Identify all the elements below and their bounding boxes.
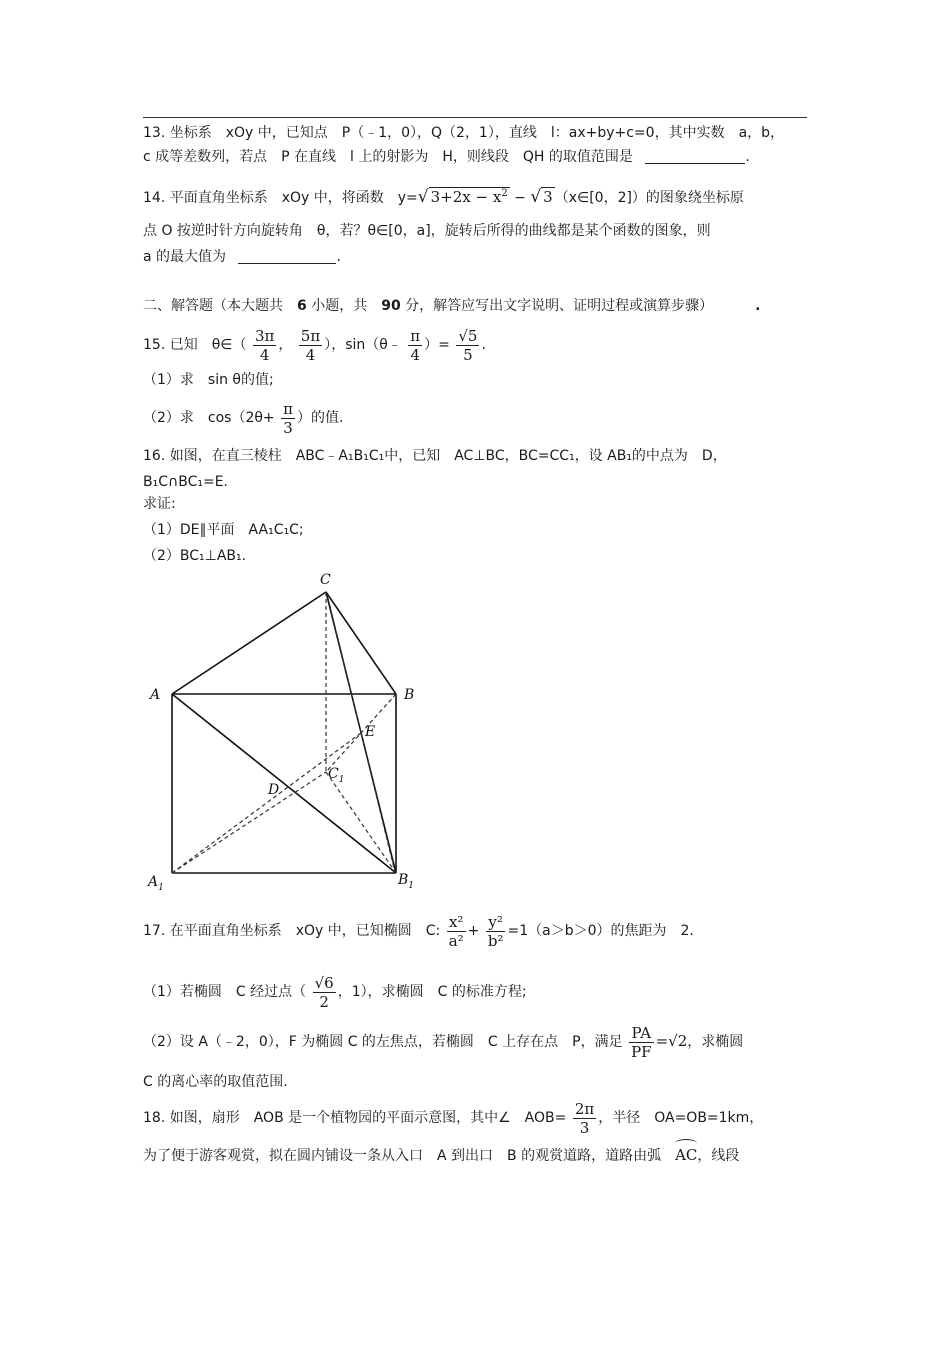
sqrt-sign-icon: √ xyxy=(417,187,429,207)
section-2-heading: 二、解答题（本大题共 6 小题，共 90 分，解答应写出文字说明、证明过程或演算步骤） . xyxy=(143,298,761,314)
label-b1: $B_1$ xyxy=(398,872,415,891)
q17-part-2: （2）设 A（﹣2，0），F 为椭圆 C 的左焦点，若椭圆 C 上存在点 P，满足 $\frac{PA}{PF}$ =√2，求椭圆 xyxy=(143,1023,744,1061)
label-c: C xyxy=(320,572,331,588)
q15-part-2: （2）求 cos（2θ+ $\frac{\pi}{3}$ ）的值. xyxy=(143,399,344,437)
label-b: B xyxy=(404,687,415,703)
q18-line-2: 为了便于游客观赏，拟在圆内铺设一条从入口 A 到出口 B 的观赏道路，道路由弧 AC，线段 xyxy=(143,1146,740,1164)
prism-figure xyxy=(140,568,430,898)
edge-c1-b1 xyxy=(326,772,396,873)
q16-part-1: （1）DE∥平面 AA₁C₁C; xyxy=(143,522,304,538)
q16-line-2: B₁C∩BC₁=E. xyxy=(143,474,229,490)
q13-line-2: c 成等差数列，若点 P 在直线 l 上的射影为 H，则线段 QH 的取值范围是 . xyxy=(143,149,750,165)
q16-part-2: （2）BC₁⊥AB₁. xyxy=(143,548,247,564)
q14-line-3: a 的最大值为 . xyxy=(143,249,341,265)
q14-line-1: 14. 平面直角坐标系 xOy 中，将函数 y=√ $3+2x - x^2$ − √ 3 （x∈[0，2]）的图象绕坐标原 xyxy=(143,187,744,207)
edge-c-b xyxy=(326,592,396,694)
q17-part-1: （1）若椭圆 C 经过点（ $\frac{√6}{2}$ ，1），求椭圆 C 的标准方程; xyxy=(143,973,527,1011)
q14-line-2: 点 O 按逆时针方向旋转角 θ，若？θ∈[0，a]，旋转后所得的曲线都是某个函数的图象，则 xyxy=(143,223,711,239)
q15-stem: 15. 已知 θ∈（ $\frac{3\pi}{4}$ ， $\frac{5\pi}{4}$ ），sin（θ﹣ $\frac{\pi}{4}$ ）= $\frac{√5}{5}$ . xyxy=(143,326,486,364)
edge-a1-e xyxy=(172,733,361,873)
edge-b-c1 xyxy=(326,694,396,772)
label-d: D xyxy=(268,782,280,798)
q16-line-3: 求证: xyxy=(143,496,176,512)
q13-line-1: 13. 坐标系 xOy 中，已知点 P（﹣1，0），Q（2，1），直线 l：ax+by+c=0，其中实数 a，b， xyxy=(143,125,785,141)
q16-line-1: 16. 如图，在直三棱柱 ABC﹣A₁B₁C₁中，已知 AC⊥BC，BC=CC₁，设 AB₁的中点为 D， xyxy=(143,448,727,464)
label-c1: $C_1$ xyxy=(328,766,345,785)
q15-part-1: （1）求 sin θ的值; xyxy=(143,372,274,388)
edge-a1-c1 xyxy=(172,772,326,873)
label-a1: $A_1$ xyxy=(148,874,164,893)
q13-answer-blank xyxy=(645,149,745,164)
q18-line-1: 18. 如图，扇形 AOB 是一个植物园的平面示意图，其中∠ AOB= $\frac{2\pi}{3}$ ，半径 OA=OB=1km， xyxy=(143,1099,764,1137)
sqrt-sign-icon: √ xyxy=(530,187,542,207)
q17-part-2-cont: C 的离心率的取值范围. xyxy=(143,1074,288,1090)
q14-answer-blank xyxy=(238,249,336,264)
top-rule xyxy=(143,117,807,118)
q17-stem: 17. 在平面直角坐标系 xOy 中，已知椭圆 C: $\frac{\text{x²}}{\text{a²}}$ + $\frac{\text{y²}}{\text{b²}}$ =1（a＞b＞0）的焦距为 2. xyxy=(143,912,694,950)
arc-ac: AC xyxy=(675,1146,698,1164)
edge-a-b1 xyxy=(172,694,396,873)
label-a: A xyxy=(150,687,161,703)
label-e: E xyxy=(365,724,376,740)
edge-a-c xyxy=(172,592,326,694)
